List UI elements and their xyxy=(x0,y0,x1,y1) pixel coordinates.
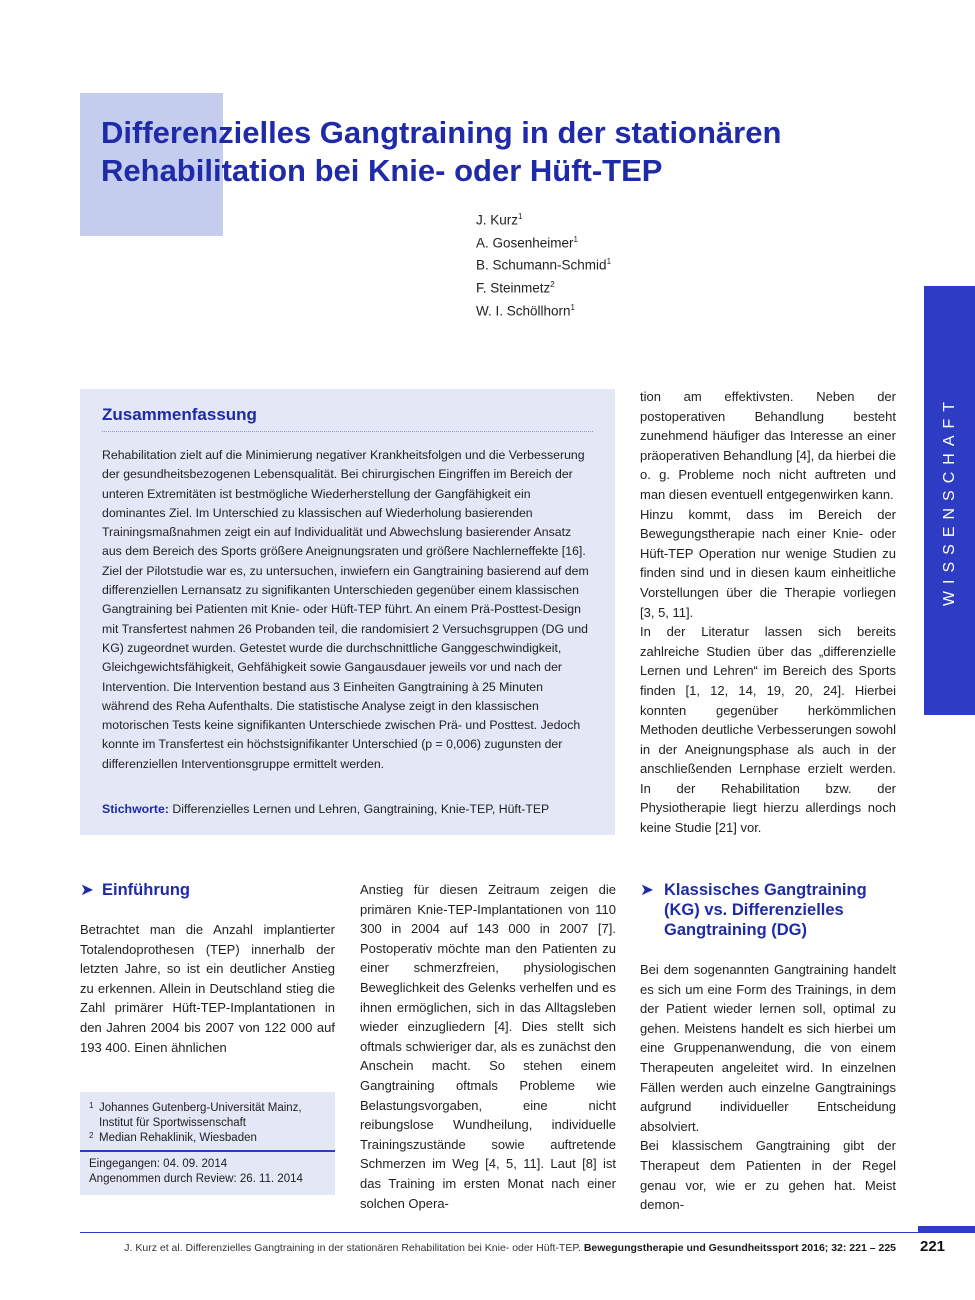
middle-column xyxy=(360,880,616,1213)
paragraph: Betrachtet man die Anzahl implantierter Totalendoprothesen (TEP) innerhalb der letzten Jahre, so ist ein deutlicher Anstieg zu erkennen. Allein in Deutschland stieg die Zahl primärer Hüft-TEP-Implantationen in den Jahren 2004 bis 2007 von 122 000 auf 193 400. Einen ähnlichen xyxy=(80,922,335,1055)
heading-text: Klassisches Gangtraining (KG) vs. Differenzielles Gangtraining (DG) xyxy=(664,881,867,939)
citation-text: J. Kurz et al. Differenzielles Gangtraining in der stationären Rehabilitation bei Knie- oder Hüft-TEP. xyxy=(124,1242,581,1254)
affiliation-box xyxy=(80,1092,335,1195)
arrow-icon: ➤ xyxy=(80,881,94,899)
keywords-text: Differenzielles Lernen und Lehren, Gangtraining, Knie-TEP, Hüft-TEP xyxy=(172,802,550,816)
received-date: Eingegangen: 04. 09. 2014 xyxy=(89,1158,228,1170)
abstract-text: Rehabilitation zielt auf die Minimierung negativer Krankheitsfolgen und die Verbesserung der gesundheitsbezogenen Lebensqualität. Bei chirurgischen Eingriffen im Bereich der unteren Extremitäten ist bestmögliche Wiederherstellung der Gangfähigkeit ein dominantes Ziel. Im Unterschied zu klassischen auf Wiederholung basierenden Trainingsmaßnahmen zeigt ein auf Individualität und Abwechslung basierender Ansatz aus dem Bereich des Sports größere Aneignungsraten und größere Nachlerneffekte [16]. Ziel der Pilotstudie war es, zu untersuchen, inwiefern ein Gangtraining basierend auf dem differenziellen Lernansatz zu signifikanten Unterschieden gegenüber einem klassischen Gangtraining bei Patienten mit Knie- oder Hüft-TEP führt. An einem Prä-Posttest-Design mit Transfertest nahmen 26 Probanden teil, die randomisiert 2 Versuchsgruppen (DG und KG) zugeordnet wurden. Getestet wurde die durchschnittliche Ganggeschwindigkeit, Gleichgewichtsfähigkeit, Gehfähigkeit sowie Gangausdauer jeweils vor und nach der Intervention. Die Intervention bestand aus 3 Einheiten Gangtraining à 25 Minuten während des Reha Aufenthalts. Die statistische Analyse zeigt in den klassischen motorischen Tests keine signifikanten Unterschiede zwischen Prä- und Posttest. Jedoch konnte im Transfertest ein höchstsignifikanter Unterschied (p = 0,006) zugunsten der differenziellen Interventionsgruppe ermittelt werden. xyxy=(102,448,589,771)
article-title xyxy=(101,114,901,190)
page-number: 221 xyxy=(920,1238,946,1255)
abstract-heading: Zusammenfassung xyxy=(102,405,257,424)
affiliation-list xyxy=(89,1101,335,1146)
paragraph: Hinzu kommt, dass im Bereich der Bewegungstherapie nach einer Knie- oder Hüft-TEP Operation nur wenige Studien zu finden sind und in diesen kaum einheitliche Vorstellungen über die Therapie vorliegen [3, 5, 11]. xyxy=(640,506,896,620)
footer-accent-bar xyxy=(918,1226,975,1233)
author: J. Kurz$^1$ xyxy=(476,212,523,228)
submission-dates xyxy=(89,1157,303,1187)
title-line-2: Rehabilitation bei Knie- oder Hüft-TEP xyxy=(101,153,663,188)
section-side-tab xyxy=(924,286,975,715)
author: W. I. Schöllhorn$^1$ xyxy=(476,302,575,319)
author: A. Gosenheimer$^1$ xyxy=(476,234,578,251)
accepted-date: Angenommen durch Review: 26. 11. 2014 xyxy=(89,1173,303,1185)
journal-text: Bewegungstherapie und Gesundheitssport 2016; 32: 221 – 225 xyxy=(583,1242,896,1254)
right-column-top xyxy=(640,387,896,838)
author: B. Schumann-Schmid$^1$ xyxy=(476,257,612,273)
arrow-icon: ➤ xyxy=(640,881,654,899)
side-tab-label: WISSENSCHAFT xyxy=(941,394,958,607)
right-column-bottom xyxy=(640,960,896,1215)
affiliation-divider xyxy=(80,1150,335,1152)
paragraph: tion am effektivsten. Neben der postoperativen Behandlung besteht zunehmend häufiger das Interesse an einer präoperativen Behandlung [4], da hierbei die o. g. Probleme noch nicht auftreten und man diesen eventuell entgegenwirken kann. xyxy=(640,389,896,502)
paragraph: Bei dem sogenannten Gangtraining handelt es sich um eine Form des Trainings, in dem der Patient wieder lernen soll, optimal zu gehen. Meistens handelt es sich hierbei um eine Gruppenanwendung, die von einem Therapeuten angeleitet wird. In einzelnen Fällen werden auch einzelne Gangtrainings aufgrund individueller Entscheidung absolviert. xyxy=(640,962,896,1134)
footer-citation xyxy=(124,1242,896,1254)
abstract-keywords xyxy=(102,802,549,816)
affiliation-item: 2 Median Rehaklinik, Wiesbaden xyxy=(89,1131,257,1144)
author-list xyxy=(476,207,611,321)
author: F. Steinmetz$^2$ xyxy=(476,280,555,296)
keywords-label: Stichworte: xyxy=(102,802,169,816)
title-line-1: Differenzielles Gangtraining in der stationären xyxy=(101,115,782,150)
heading-text: Einführung xyxy=(102,881,190,899)
left-column xyxy=(80,920,335,1057)
paragraph: Anstieg für diesen Zeitraum zeigen die primären Knie-TEP-Implantationen von 110 300 in 2004 auf 143 000 in 2007 [7]. Postoperativ möchte man den Patienten zu einer schmerzfreien, physiologischen Beweglichkeit des Gelenks verhelfen und es ihnen ermöglichen, sich in das Alltagsleben wieder einzugliedern [4]. Dies stellt sich oftmals schwieriger dar, als es zunächst den Anschein macht. So stehen einem Gangtraining oftmals Probleme wie Belastungsvorgaben, eine nicht reibungslose Wundheilung, individuelle Trainingszustände sowie auftretende Schmerzen im Weg [4, 5, 11]. Laut [8] ist das Training im ersten Monat nach einer solchen Opera- xyxy=(360,882,616,1211)
paragraph: Bei klassischem Gangtraining gibt der Therapeut dem Patienten in der Regel genau vor, wie er zu gehen hat. Meist demon- xyxy=(640,1138,896,1213)
section-heading-einfuehrung xyxy=(80,880,190,900)
abstract-divider xyxy=(102,431,593,432)
section-heading-klassisch xyxy=(640,880,905,940)
footer-divider xyxy=(80,1232,975,1233)
affiliation-item: 1 Johannes Gutenberg-Universität Mainz, Institut für Sportwissenschaft xyxy=(89,1101,302,1129)
paragraph: In der Literatur lassen sich bereits zahlreiche Studien über das „differenzielle Lernen und Lehren“ im Bereich des Sports finden [1, 12, 14, 19, 20, 24]. Hierbei konnten gegenüber herkömmlichen Methoden deutliche Verbesserungen sowohl in der Aneignungsphase als auch in der anschließenden Lernphase erzielt werden. In der Rehabilitation bzw. der Physiotherapie liegt hierzu allerdings noch keine Studie [21] vor. xyxy=(640,624,896,836)
abstract-box xyxy=(80,389,615,835)
